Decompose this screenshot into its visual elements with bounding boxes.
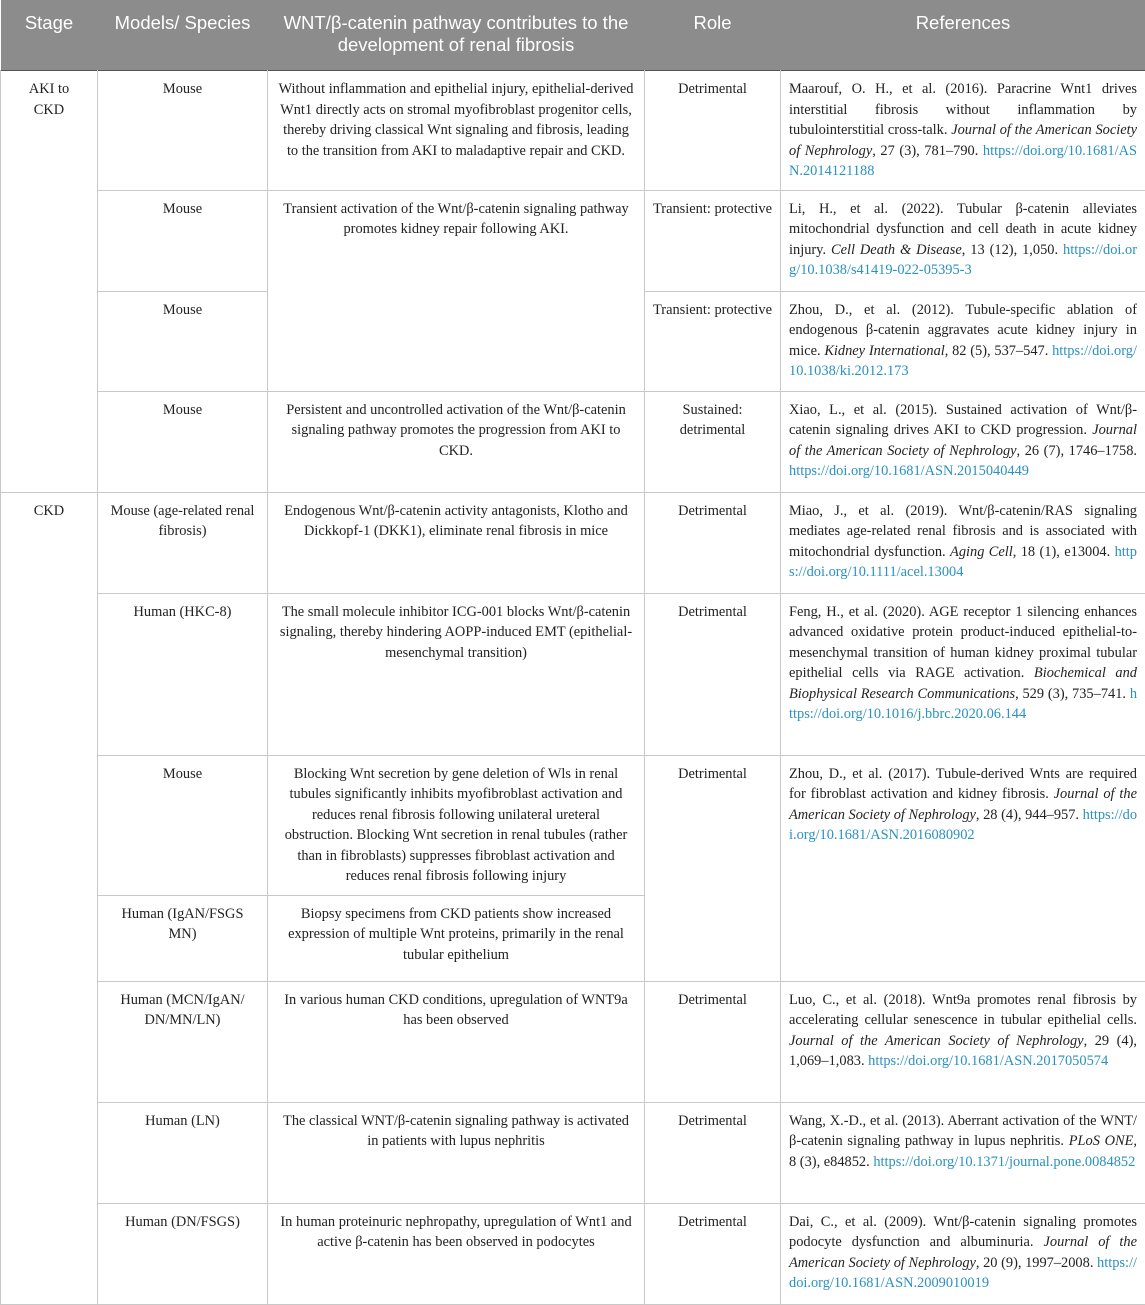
reference-cell: Wang, X.-D., et al. (2013). Aberrant activation of the WNT/β-catenin signaling pathway in lupus nephritis. PLoS ONE, 8 (3), e84852. https://doi.org/10.1371/journal.pone.0084852 [781, 1102, 1145, 1203]
doi-link[interactable]: https://doi.org/10.1681/ASN.2017050574 [868, 1053, 1108, 1069]
contribution-cell: Transient activation of the Wnt/β-catenin signaling pathway promotes kidney repair following AKI. [268, 190, 645, 391]
model-cell: Human (HKC-8) [98, 593, 268, 755]
doi-link[interactable]: https://doi.org/10.1038/ki.2012.173 [789, 343, 1137, 380]
stage-cell: AKI to CKD [1, 71, 98, 493]
role-cell: Detrimental [645, 755, 781, 981]
model-cell: Mouse (age-related renal fibrosis) [98, 492, 268, 593]
doi-link[interactable]: https://doi.org/10.1681/ASN.2016080902 [789, 807, 1137, 844]
header-contribution: WNT/β-catenin pathway contributes to the development of renal fibrosis [268, 0, 645, 71]
model-cell: Mouse [98, 190, 268, 291]
role-cell: Detrimental [645, 71, 781, 191]
contribution-cell: Persistent and uncontrolled activation of the Wnt/β-catenin signaling pathway promotes the progression from AKI to CKD. [268, 391, 645, 492]
table-row [1, 190, 1145, 291]
table-row [1, 71, 1145, 191]
stage-cell: CKD [1, 492, 98, 1304]
role-cell: Detrimental [645, 1203, 781, 1304]
reference-cell: Feng, H., et al. (2020). AGE receptor 1 silencing enhances advanced oxidative protein product-induced epithelial-to-mesenchymal transition of human kidney proximal tubular epithelial cells via RAGE activation. Biochemical and Biophysical Research Communications, 529 (3), 735–741. https://doi.org/10.1016/j.bbrc.2020.06.144 [781, 593, 1145, 755]
table-row [1, 755, 1145, 895]
role-cell: Sustained: detrimental [645, 391, 781, 492]
reference-cell: Luo, C., et al. (2018). Wnt9a promotes renal fibrosis by accelerating cellular senescence in tubular epithelial cells. Journal of the American Society of Nephrology, 29 (4), 1,069–1,083. https://doi.org/10.1681/ASN.2017050574 [781, 981, 1145, 1102]
header-references: References [781, 0, 1145, 71]
doi-link[interactable]: https://doi.org/10.1681/ASN.2015040449 [789, 463, 1029, 479]
contribution-cell: In various human CKD conditions, upregulation of WNT9a has been observed [268, 981, 645, 1102]
reference-cell: Li, H., et al. (2022). Tubular β-catenin alleviates mitochondrial dysfunction and cell death in acute kidney injury. Cell Death & Disease, 13 (12), 1,050. https://doi.org/10.1038/s41419-022-05395-3 [781, 190, 1145, 291]
contribution-cell: Without inflammation and epithelial injury, epithelial-derived Wnt1 directly acts on stromal myofibroblast progenitor cells, thereby driving classical Wnt signaling and fibrosis, leading to the transition from AKI to maladaptive repair and CKD. [268, 71, 645, 191]
reference-cell: Zhou, D., et al. (2017). Tubule-derived Wnts are required for fibroblast activation and kidney fibrosis. Journal of the American Society of Nephrology, 28 (4), 944–957. https://doi.org/10.1681/ASN.2016080902 [781, 755, 1145, 981]
model-cell: Mouse [98, 71, 268, 191]
doi-link[interactable]: https://doi.org/10.1111/acel.13004 [789, 544, 1137, 581]
role-cell: Transient: protective [645, 291, 781, 391]
header-role: Role [645, 0, 781, 71]
table-row [1, 593, 1145, 755]
doi-link[interactable]: https://doi.org/10.1681/ASN.2009010019 [789, 1255, 1137, 1292]
role-cell: Detrimental [645, 492, 781, 593]
contribution-cell: Biopsy specimens from CKD patients show increased expression of multiple Wnt proteins, primarily in the renal tubular epithelium [268, 895, 645, 981]
role-cell: Detrimental [645, 1102, 781, 1203]
contribution-cell: Blocking Wnt secretion by gene deletion of Wls in renal tubules significantly inhibits myofibroblast activation and reduces renal fibrosis following unilateral ureteral obstruction. Blocking Wnt secretion in renal tubules (rather than in fibroblasts) suppresses fibroblast activation and reduces renal fibrosis following injury [268, 755, 645, 895]
table-row [1, 1203, 1145, 1304]
reference-cell: Miao, J., et al. (2019). Wnt/β-catenin/RAS signaling mediates age-related renal fibrosis and is associated with mitochondrial dysfunction. Aging Cell, 18 (1), e13004. https://doi.org/10.1111/acel.13004 [781, 492, 1145, 593]
contribution-cell: The small molecule inhibitor ICG-001 blocks Wnt/β-catenin signaling, thereby hindering AOPP-induced EMT (epithelial-mesenchymal transition) [268, 593, 645, 755]
role-cell: Detrimental [645, 981, 781, 1102]
reference-cell: Xiao, L., et al. (2015). Sustained activation of Wnt/β-catenin signaling drives AKI to CKD progression. Journal of the American Society of Nephrology, 26 (7), 1746–1758. https://doi.org/10.1681/ASN.2015040449 [781, 391, 1145, 492]
header-models: Models/ Species [98, 0, 268, 71]
doi-link[interactable]: https://doi.org/10.1681/ASN.2014121188 [789, 143, 1137, 180]
model-cell: Mouse [98, 391, 268, 492]
contribution-cell: The classical WNT/β-catenin signaling pathway is activated in patients with lupus nephritis [268, 1102, 645, 1203]
role-cell: Detrimental [645, 593, 781, 755]
model-cell: Human (IgAN/FSGS MN) [98, 895, 268, 981]
table-row [1, 492, 1145, 593]
header-stage: Stage [1, 0, 98, 71]
doi-link[interactable]: https://doi.org/10.1371/journal.pone.0084852 [873, 1154, 1135, 1170]
header-row [1, 0, 1145, 71]
model-cell: Mouse [98, 291, 268, 391]
doi-link[interactable]: https://doi.org/10.1016/j.bbrc.2020.06.144 [789, 686, 1137, 723]
role-cell: Transient: protective [645, 190, 781, 291]
doi-link[interactable]: https://doi.org/10.1038/s41419-022-05395-3 [789, 242, 1137, 279]
reference-cell: Zhou, D., et al. (2012). Tubule-specific ablation of endogenous β-catenin aggravates acute kidney injury in mice. Kidney International, 82 (5), 537–547. https://doi.org/10.1038/ki.2012.173 [781, 291, 1145, 391]
contribution-cell: Endogenous Wnt/β-catenin activity antagonists, Klotho and Dickkopf-1 (DKK1), eliminate renal fibrosis in mice [268, 492, 645, 593]
reference-cell: Dai, C., et al. (2009). Wnt/β-catenin signaling promotes podocyte dysfunction and albuminuria. Journal of the American Society of Nephrology, 20 (9), 1997–2008. https://doi.org/10.1681/ASN.2009010019 [781, 1203, 1145, 1304]
reference-cell: Maarouf, O. H., et al. (2016). Paracrine Wnt1 drives interstitial fibrosis without inflammation by tubulointerstitial cross-talk. Journal of the American Society of Nephrology, 27 (3), 781–790. https://doi.org/10.1681/ASN.2014121188 [781, 71, 1145, 191]
table-row [1, 391, 1145, 492]
model-cell: Human (DN/FSGS) [98, 1203, 268, 1304]
model-cell: Mouse [98, 755, 268, 895]
table-row [1, 1102, 1145, 1203]
model-cell: Human (LN) [98, 1102, 268, 1203]
contribution-cell: In human proteinuric nephropathy, upregulation of Wnt1 and active β-catenin has been observed in podocytes [268, 1203, 645, 1304]
model-cell: Human (MCN/IgAN/ DN/MN/LN) [98, 981, 268, 1102]
table-row [1, 981, 1145, 1102]
